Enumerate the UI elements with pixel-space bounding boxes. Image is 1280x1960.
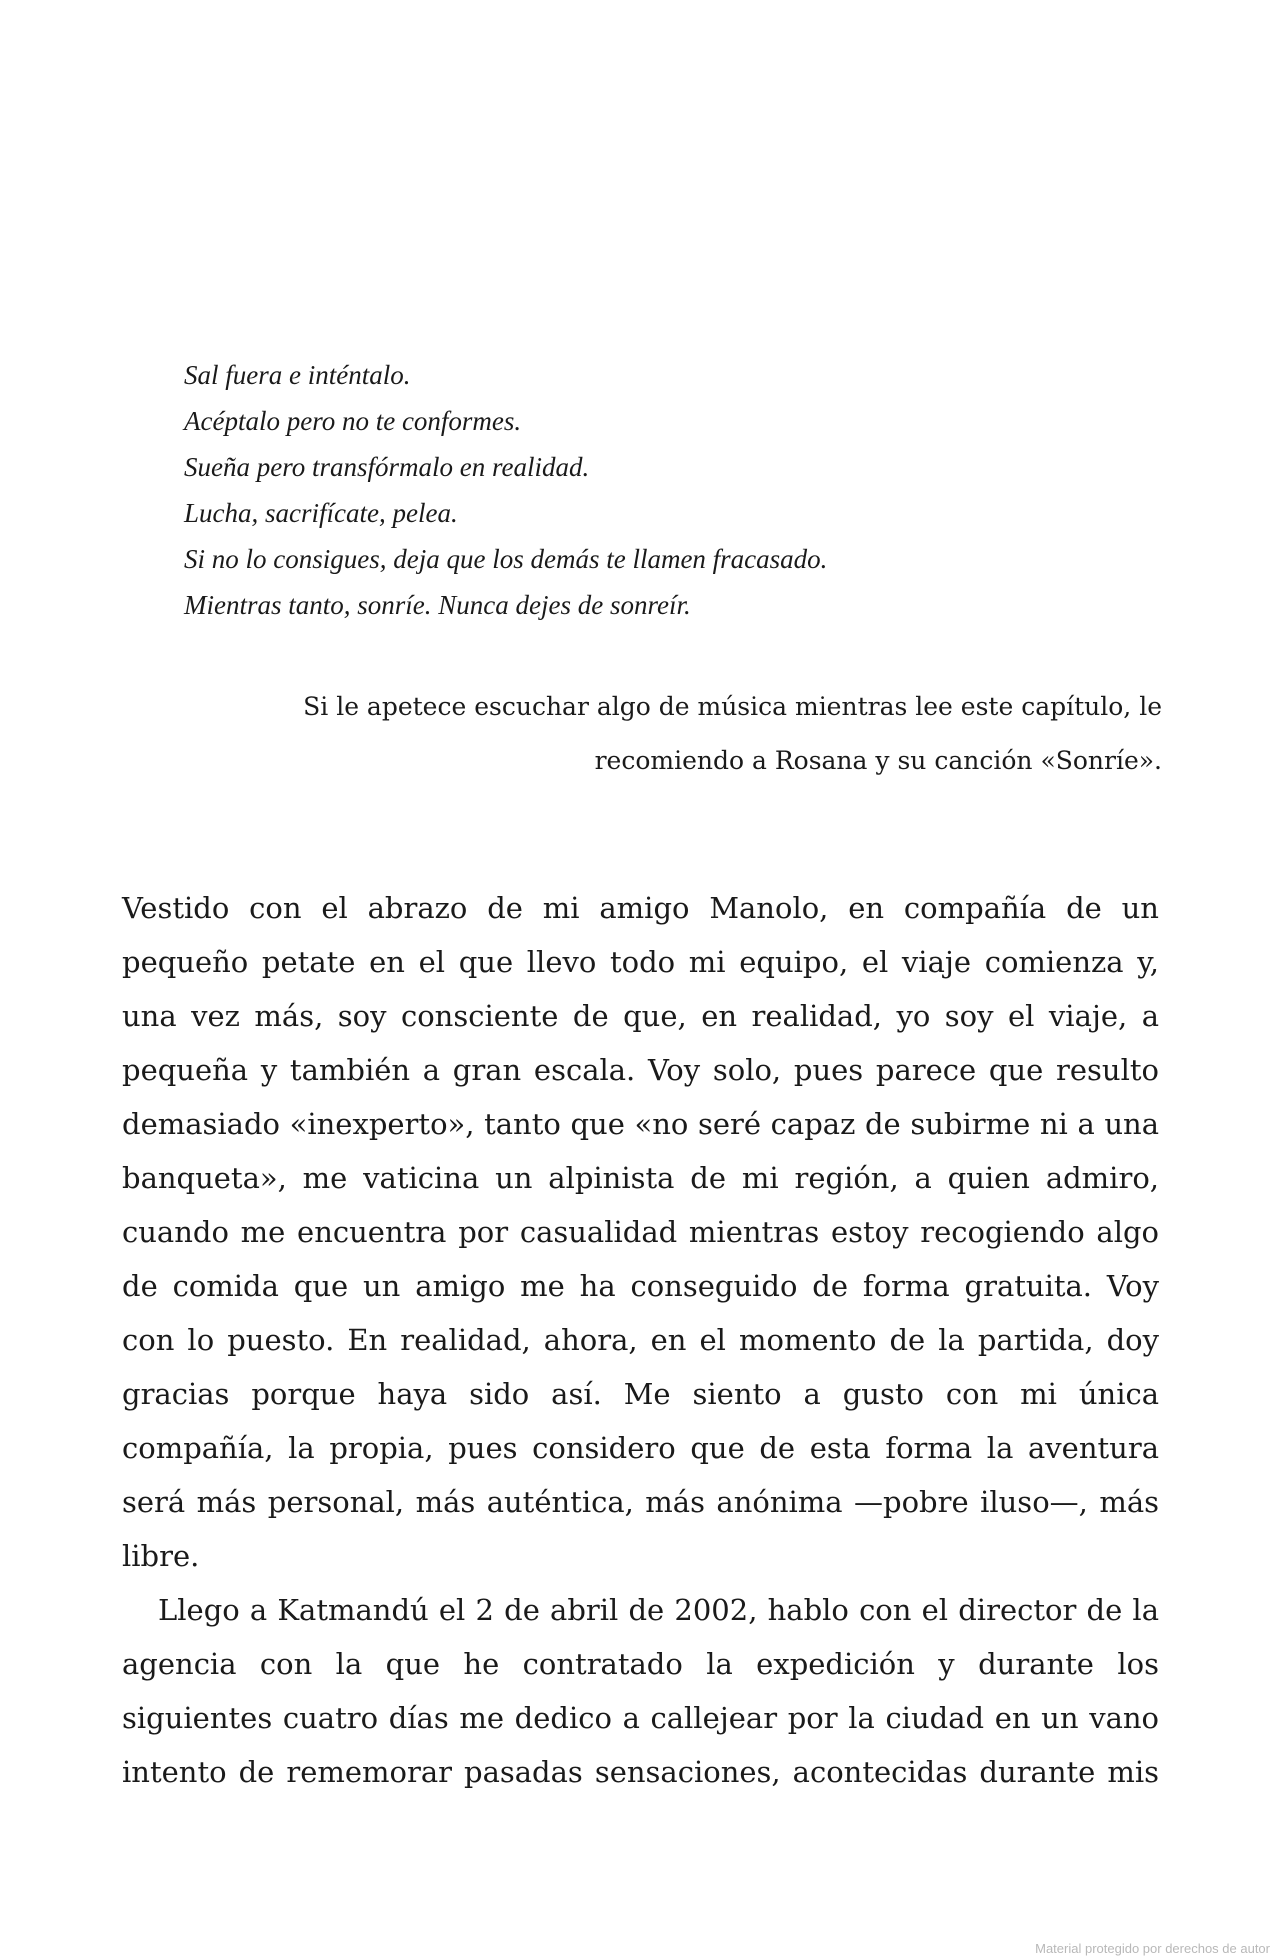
text-line: libre. [122,1539,200,1573]
poem-line: Mientras tanto, sonríe. Nunca dejes de sonreír. [184,590,691,620]
paragraph-2 [122,1583,1159,1799]
poem-line: Sal fuera e inténtalo. [184,360,411,390]
poem-line: Acéptalo pero no te conformes. [184,406,522,436]
text-line: será más personal, más auténtica, más anónima —pobre iluso—, más [122,1485,1159,1519]
paragraph-1 [122,881,1159,1583]
text-line: pequeño petate en el que llevo todo mi equipo, el viaje comienza y, [122,945,1159,979]
poem-line: Si no lo consigues, deja que los demás te llamen fracasado. [184,544,828,574]
note-line: recomiendo a Rosana y su canción «Sonríe». [594,746,1162,775]
epigraph-poem [184,352,1184,628]
text-line: banqueta», me vaticina un alpinista de mi región, a quien admiro, [122,1161,1159,1195]
text-line: Llego a Katmandú el 2 de abril de 2002, hablo con el director de la [158,1593,1159,1627]
text-line: siguientes cuatro días me dedico a callejear por la ciudad en un vano [122,1701,1159,1735]
text-line: con lo puesto. En realidad, ahora, en el momento de la partida, doy [122,1323,1159,1357]
note-line: Si le apetece escuchar algo de música mientras lee este capítulo, le [303,692,1162,721]
text-line: Vestido con el abrazo de mi amigo Manolo, en compañía de un [122,891,1159,925]
copyright-watermark: Material protegido por derechos de autor [1035,1941,1270,1956]
music-recommendation [222,680,1162,788]
text-line: cuando me encuentra por casualidad mientras estoy recogiendo algo [122,1215,1159,1249]
body-text [122,881,1159,1799]
poem-line: Sueña pero transfórmalo en realidad. [184,452,590,482]
poem-line: Lucha, sacrifícate, pelea. [184,498,458,528]
text-line: compañía, la propia, pues considero que de esta forma la aventura [122,1431,1159,1465]
text-line: gracias porque haya sido así. Me siento a gusto con mi única [122,1377,1159,1411]
text-line: intento de rememorar pasadas sensaciones, acontecidas durante mis [122,1755,1159,1789]
text-line: demasiado «inexperto», tanto que «no seré capaz de subirme ni a una [122,1107,1159,1141]
text-line: agencia con la que he contratado la expedición y durante los [122,1647,1159,1681]
text-line: pequeña y también a gran escala. Voy solo, pues parece que resulto [122,1053,1159,1087]
text-line: una vez más, soy consciente de que, en realidad, yo soy el viaje, a [122,999,1159,1033]
text-line: de comida que un amigo me ha conseguido de forma gratuita. Voy [122,1269,1159,1303]
